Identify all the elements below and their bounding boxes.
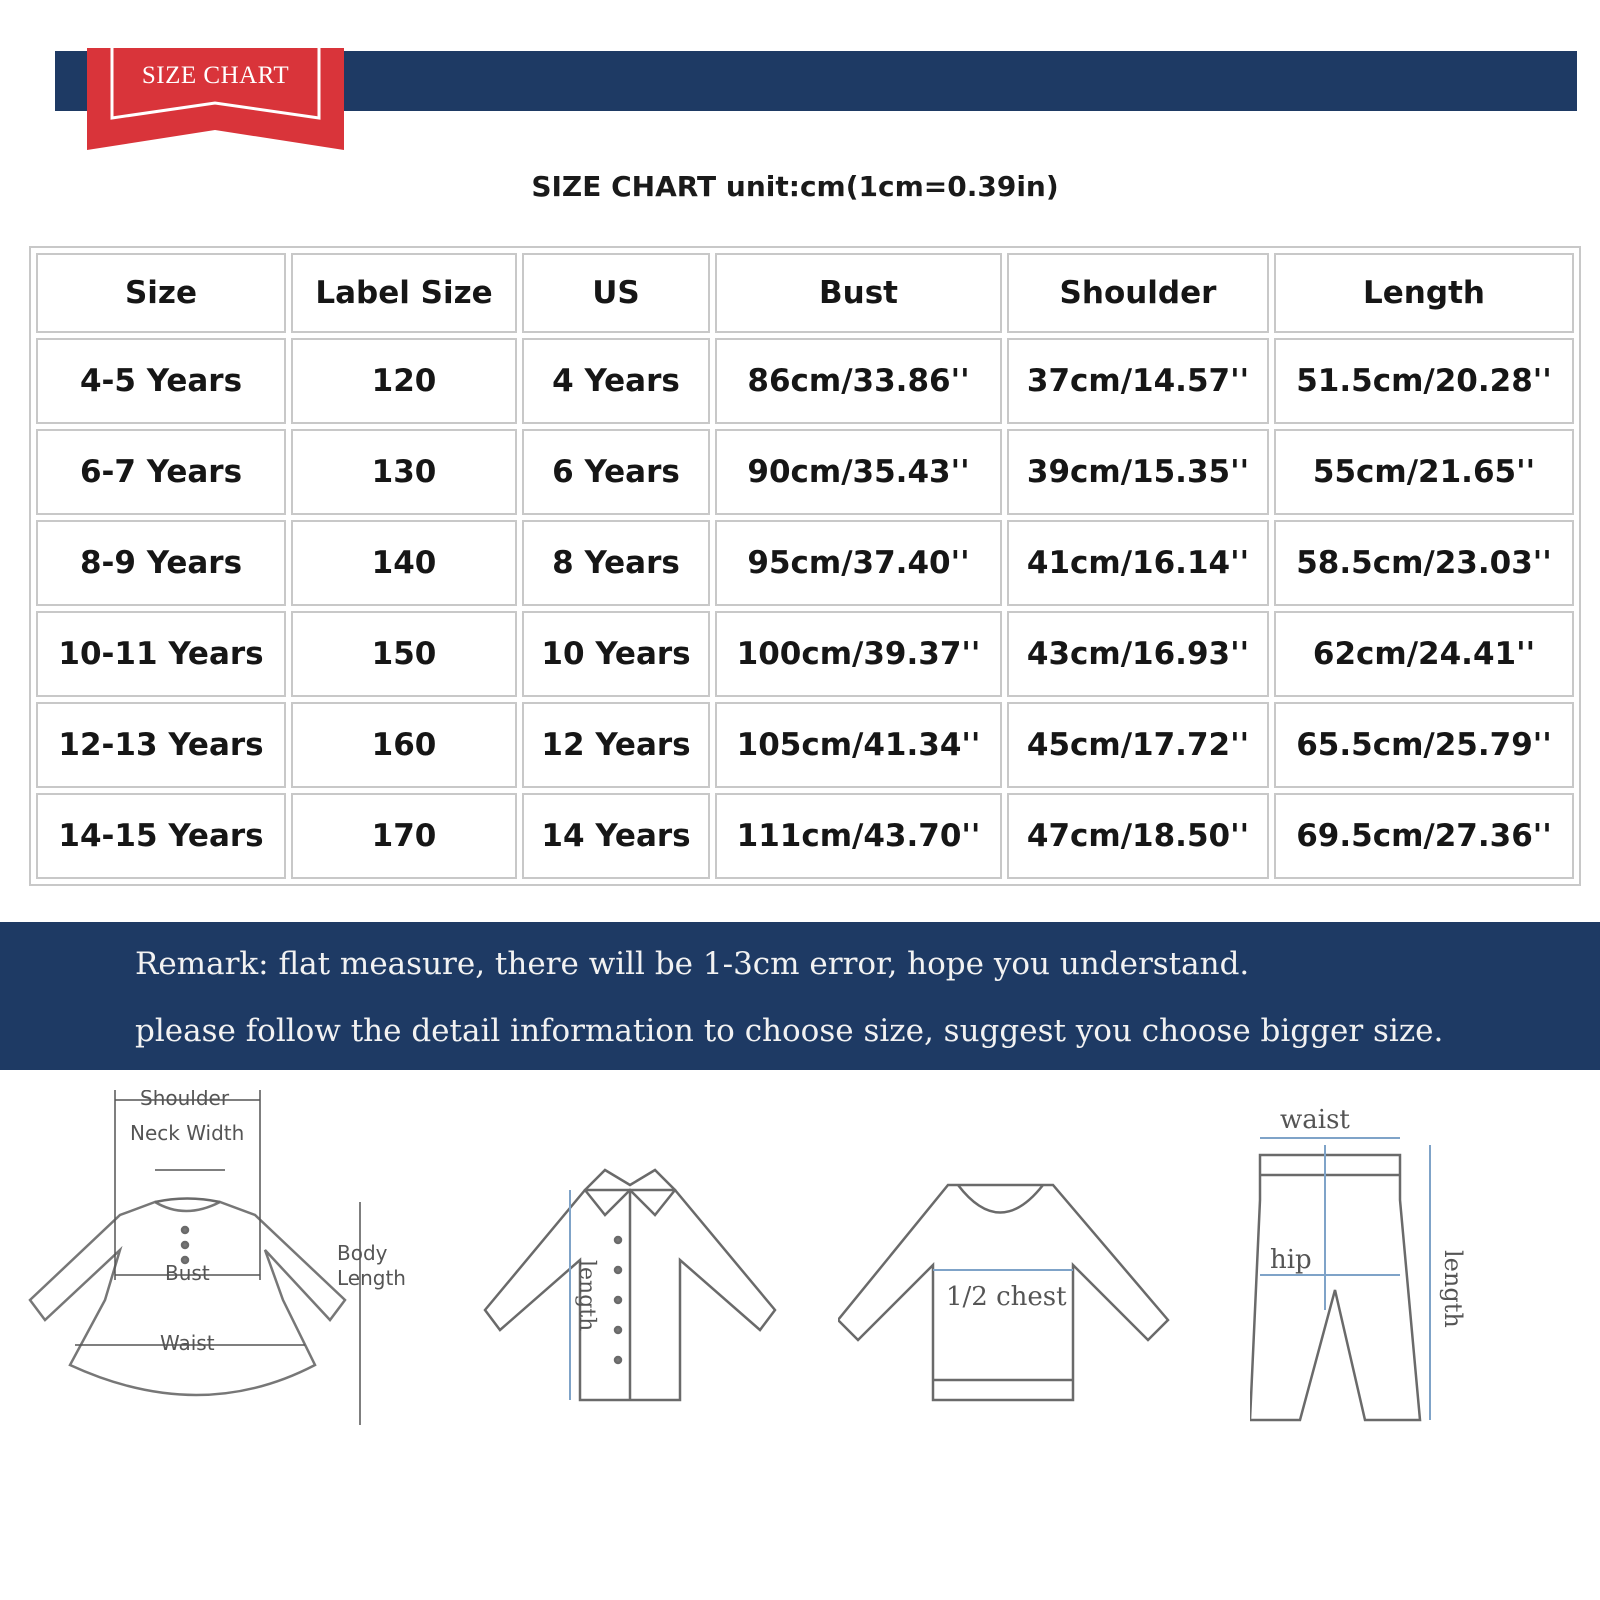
column-header: US	[522, 253, 710, 333]
table-cell: 140	[291, 520, 517, 606]
table-cell: 86cm/33.86''	[715, 338, 1002, 424]
pants-length-label: length	[1439, 1250, 1467, 1328]
table-cell: 6 Years	[522, 429, 710, 515]
table-cell: 62cm/24.41''	[1274, 611, 1574, 697]
table-cell: 41cm/16.14''	[1007, 520, 1269, 606]
ribbon-label: SIZE CHART	[141, 62, 290, 89]
table-cell: 58.5cm/23.03''	[1274, 520, 1574, 606]
table-cell: 10-11 Years	[36, 611, 286, 697]
table-cell: 6-7 Years	[36, 429, 286, 515]
table-cell: 4-5 Years	[36, 338, 286, 424]
table-cell: 100cm/39.37''	[715, 611, 1002, 697]
table-cell: 14-15 Years	[36, 793, 286, 879]
table-cell: 170	[291, 793, 517, 879]
table-cell: 4 Years	[522, 338, 710, 424]
dress-waist-label: Waist	[160, 1331, 215, 1355]
table-cell: 150	[291, 611, 517, 697]
column-header: Bust	[715, 253, 1002, 333]
size-chart-ribbon	[87, 48, 344, 150]
dress-shoulder-label: Shoulder	[140, 1090, 230, 1110]
table-cell: 12-13 Years	[36, 702, 286, 788]
table-cell: 51.5cm/20.28''	[1274, 338, 1574, 424]
table-cell: 111cm/43.70''	[715, 793, 1002, 879]
table-cell: 130	[291, 429, 517, 515]
pants-hip-label: hip	[1270, 1245, 1312, 1275]
dress-bust-label: Bust	[165, 1261, 210, 1285]
shirt-diagram	[455, 1090, 805, 1420]
dress-diagram	[15, 1090, 415, 1450]
table-cell: 39cm/15.35''	[1007, 429, 1269, 515]
table-cell: 37cm/14.57''	[1007, 338, 1269, 424]
pants-diagram	[1250, 1090, 1480, 1430]
sweater-chest-label: 1/2 chest	[946, 1282, 1067, 1312]
table-row	[36, 520, 1574, 606]
column-header: Size	[36, 253, 286, 333]
column-header: Length	[1274, 253, 1574, 333]
table-cell: 95cm/37.40''	[715, 520, 1002, 606]
table-cell: 65.5cm/25.79''	[1274, 702, 1574, 788]
table-cell: 120	[291, 338, 517, 424]
table-cell: 105cm/41.34''	[715, 702, 1002, 788]
table-cell: 90cm/35.43''	[715, 429, 1002, 515]
table-cell: 8 Years	[522, 520, 710, 606]
table-cell: 69.5cm/27.36''	[1274, 793, 1574, 879]
table-row	[36, 793, 1574, 879]
dress-body-label: Body	[337, 1241, 388, 1265]
table-cell: 12 Years	[522, 702, 710, 788]
table-cell: 47cm/18.50''	[1007, 793, 1269, 879]
dress-neck-width-label: Neck Width	[130, 1121, 245, 1145]
table-cell: 14 Years	[522, 793, 710, 879]
table-cell: 10 Years	[522, 611, 710, 697]
table-cell: 55cm/21.65''	[1274, 429, 1574, 515]
size-table	[29, 246, 1581, 886]
table-cell: 43cm/16.93''	[1007, 611, 1269, 697]
table-row	[36, 338, 1574, 424]
column-header: Label Size	[291, 253, 517, 333]
pants-waist-label: waist	[1280, 1105, 1350, 1135]
table-row	[36, 611, 1574, 697]
remark-line-2: please follow the detail information to choose size, suggest you choose bigger size.	[135, 1013, 1444, 1049]
chart-title: SIZE CHART unit:cm(1cm=0.39in)	[531, 170, 1059, 203]
sweater-diagram	[838, 1090, 1188, 1420]
remark-line-1: Remark: flat measure, there will be 1-3cm error, hope you understand.	[135, 946, 1250, 982]
table-cell: 45cm/17.72''	[1007, 702, 1269, 788]
table-row	[36, 429, 1574, 515]
column-header: Shoulder	[1007, 253, 1269, 333]
table-cell: 8-9 Years	[36, 520, 286, 606]
table-header-row	[36, 253, 1574, 333]
table-cell: 160	[291, 702, 517, 788]
table-row	[36, 702, 1574, 788]
dress-length-label: Length	[337, 1266, 406, 1290]
shirt-length-label: length	[574, 1260, 599, 1332]
